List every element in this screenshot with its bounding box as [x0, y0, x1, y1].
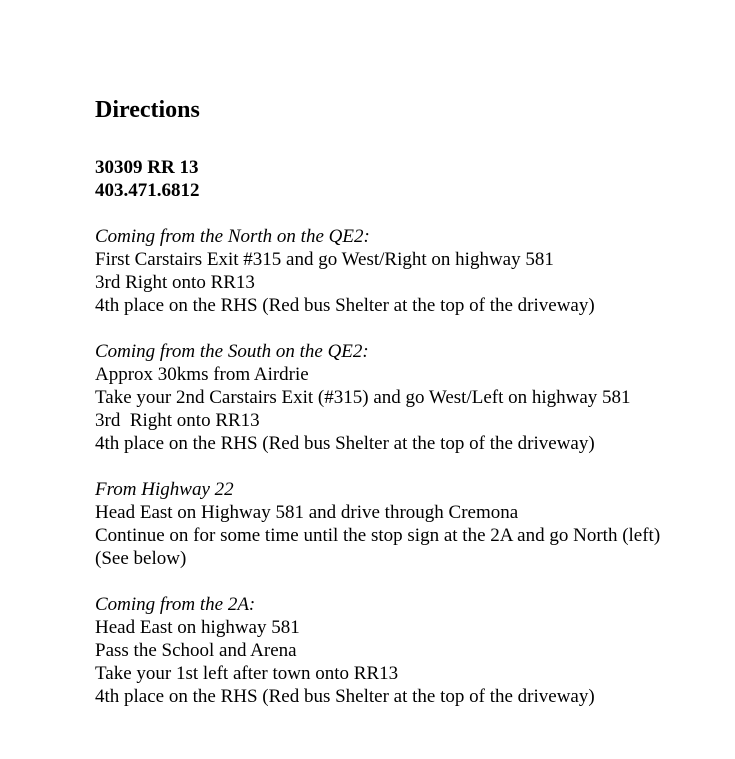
section-from-south — [95, 340, 715, 455]
direction-line: Head East on Highway 581 and drive through Cremona — [95, 502, 519, 523]
direction-line: Take your 1st left after town onto RR13 — [95, 663, 399, 684]
document-page — [95, 94, 715, 708]
section-heading: Coming from the 2A: — [95, 594, 256, 615]
direction-line: 3rd Right onto RR13 — [95, 410, 260, 431]
section-heading: Coming from the North on the QE2: — [95, 226, 370, 247]
section-from-highway-22 — [95, 478, 715, 570]
address: 30309 RR 13 — [95, 157, 199, 178]
direction-line: First Carstairs Exit #315 and go West/Right on highway 581 — [95, 249, 554, 270]
direction-line: 4th place on the RHS (Red bus Shelter at the top of the driveway) — [95, 295, 595, 316]
direction-line: Pass the School and Arena — [95, 640, 297, 661]
section-from-2a — [95, 593, 715, 708]
direction-line: Approx 30kms from Airdrie — [95, 364, 309, 385]
section-from-north — [95, 225, 715, 317]
direction-line: Take your 2nd Carstairs Exit (#315) and go West/Left on highway 581 — [95, 387, 631, 408]
direction-line: 4th place on the RHS (Red bus Shelter at the top of the driveway) — [95, 433, 595, 454]
page-title: Directions — [95, 97, 200, 123]
direction-line: 3rd Right onto RR13 — [95, 272, 255, 293]
direction-line: (See below) — [95, 548, 187, 569]
direction-line: Head East on highway 581 — [95, 617, 300, 638]
section-heading: Coming from the South on the QE2: — [95, 341, 369, 362]
direction-line: 4th place on the RHS (Red bus Shelter at the top of the driveway) — [95, 686, 595, 707]
direction-line: Continue on for some time until the stop sign at the 2A and go North (left) — [95, 525, 661, 546]
section-heading: From Highway 22 — [95, 479, 234, 500]
contact-block — [95, 156, 715, 202]
phone-number: 403.471.6812 — [95, 180, 200, 201]
